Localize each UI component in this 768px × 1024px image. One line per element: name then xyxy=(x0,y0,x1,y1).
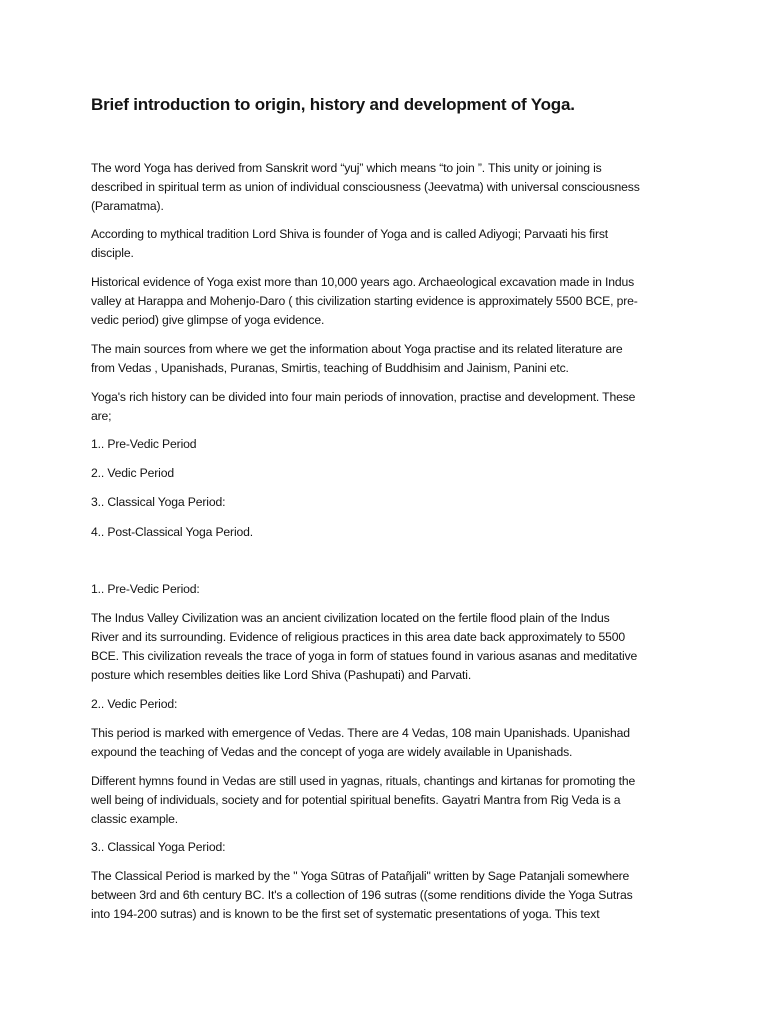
paragraph-line: expound the teaching of Vedas and the concept of yoga are widely available in Upanishads. xyxy=(91,745,573,759)
paragraph-line: vedic period) give glimpse of yoga evidence. xyxy=(91,313,325,327)
paragraph-line: BCE. This civilization reveals the trace of yoga in form of statues found in various asanas and meditative xyxy=(91,649,638,663)
paragraph-line: The main sources from where we get the information about Yoga practise and its related literature are xyxy=(91,342,623,356)
paragraph-line: disciple. xyxy=(91,246,134,260)
paragraph-line: classic example. xyxy=(91,812,179,826)
paragraph-line: The Classical Period is marked by the " Yoga Sūtras of Patañjali" written by Sage Patanjali somewhere xyxy=(91,869,630,883)
paragraph-line: into 194-200 sutras) and is known to be the first set of systematic presentations of yoga. This text xyxy=(91,907,600,921)
list-item: 2.. Vedic Period xyxy=(91,466,174,480)
paragraph-line: This period is marked with emergence of Vedas. There are 4 Vedas, 108 main Upanishads. Upanishad xyxy=(91,726,630,740)
paragraph-line: The word Yoga has derived from Sanskrit word “yuj” which means “to join ”. This unity or joining is xyxy=(91,161,602,175)
paragraph-line: between 3rd and 6th century BC. It's a collection of 196 sutras ((some renditions divide the Yoga Sutras xyxy=(91,888,633,902)
section-heading: 2.. Vedic Period: xyxy=(91,697,178,711)
list-item: 4.. Post-Classical Yoga Period. xyxy=(91,525,254,539)
paragraph-line: Yoga's rich history can be divided into four main periods of innovation, practise and development. These xyxy=(91,390,636,404)
list-item: 3.. Classical Yoga Period: xyxy=(91,495,226,509)
paragraph-line: posture which resembles deities like Lord Shiva (Pashupati) and Parvati. xyxy=(91,668,472,682)
paragraph-line: from Vedas , Upanishads, Puranas, Smirtis, teaching of Buddhisim and Jainism, Panini etc. xyxy=(91,361,569,375)
paragraph-line: described in spiritual term as union of individual consciousness (Jeevatma) with universal consciousness xyxy=(91,180,640,194)
paragraph-line: valley at Harappa and Mohenjo-Daro ( this civilization starting evidence is approximately 5500 BCE, pre- xyxy=(91,294,638,308)
paragraph-line: Different hymns found in Vedas are still used in yagnas, rituals, chantings and kirtanas for promoting the xyxy=(91,774,636,788)
paragraph-line: River and its surrounding. Evidence of religious practices in this area date back approximately to 5500 xyxy=(91,630,625,644)
section-heading: 1.. Pre-Vedic Period: xyxy=(91,582,200,596)
paragraph-line: (Paramatma). xyxy=(91,199,164,213)
paragraph-line: According to mythical tradition Lord Shiva is founder of Yoga and is called Adiyogi; Parvaati his first xyxy=(91,227,609,241)
paragraph-line: are; xyxy=(91,409,112,423)
section-heading: 3.. Classical Yoga Period: xyxy=(91,840,226,854)
paragraph-line: Historical evidence of Yoga exist more than 10,000 years ago. Archaeological excavation made in Indus xyxy=(91,275,635,289)
list-item: 1.. Pre-Vedic Period xyxy=(91,437,197,451)
document-title: Brief introduction to origin, history and development of Yoga. xyxy=(91,95,575,114)
paragraph-line: The Indus Valley Civilization was an ancient civilization located on the fertile flood plain of the Indus xyxy=(91,611,610,625)
paragraph-line: well being of individuals, society and for potential spiritual benefits. Gayatri Mantra from Rig Veda is a xyxy=(91,793,621,807)
